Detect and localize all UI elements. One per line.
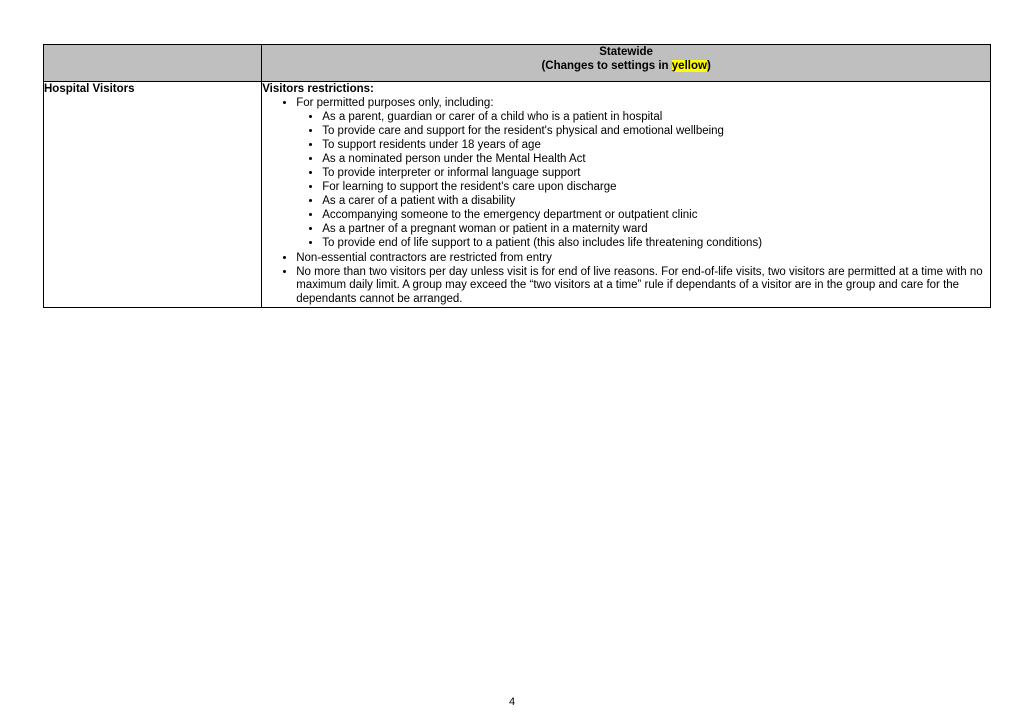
- header-title-line2-after: ): [706, 60, 711, 72]
- list-item: • As a partner of a pregnant woman or patient in a maternity ward: [322, 223, 990, 237]
- table-header-row: [44, 45, 991, 82]
- row-label-hospital-visitors: Hospital Visitors: [44, 82, 262, 308]
- list-item: • As a nominated person under the Mental Health Act: [322, 153, 990, 167]
- list-item: • To provide care and support for the resident's physical and emotional wellbeing: [322, 125, 990, 139]
- list-item: • Non-essential contractors are restricted from entry: [296, 252, 990, 266]
- list-item: • To provide interpreter or informal language support: [322, 167, 990, 181]
- list-item: • To support residents under 18 years of age: [322, 139, 990, 153]
- list-item: • Accompanying someone to the emergency department or outpatient clinic: [322, 209, 990, 223]
- list-item: • For learning to support the resident's care upon discharge: [322, 181, 990, 195]
- table-row: [44, 82, 991, 308]
- header-title-line1: Statewide: [599, 46, 653, 58]
- header-title-line2-before: (Changes to settings in: [541, 60, 672, 72]
- header-title-line2: [262, 59, 990, 73]
- row-content-hospital-visitors: [262, 82, 991, 308]
- list-item: • As a parent, guardian or carer of a child who is a patient in hospital: [322, 111, 990, 125]
- statewide-settings-table: [43, 44, 991, 308]
- list-item: • As a carer of a patient with a disability: [322, 195, 990, 209]
- header-cell-empty: [44, 45, 262, 82]
- list-item: • No more than two visitors per day unless visit is for end of live reasons. For end-of-life visits, two visitors are permitted at a time with no maximum daily limit. A group may exceed the “two visitors at a time” rule if dependants of a visitor are in the group and care for the dependants cannot be arranged.: [296, 266, 990, 307]
- list-item: • To provide end of life support to a patient (this also includes life threatening conditions): [322, 237, 990, 251]
- bullet-list-level2: [296, 111, 990, 251]
- bullet-list-level1: [262, 97, 990, 306]
- list-item-text: For permitted purposes only, including:: [296, 97, 494, 109]
- header-cell-statewide: [262, 45, 991, 82]
- content-heading: Visitors restrictions:: [262, 83, 374, 95]
- list-item: [296, 97, 990, 251]
- header-title-highlight: yellow: [671, 60, 707, 72]
- page-number: 4: [508, 696, 516, 708]
